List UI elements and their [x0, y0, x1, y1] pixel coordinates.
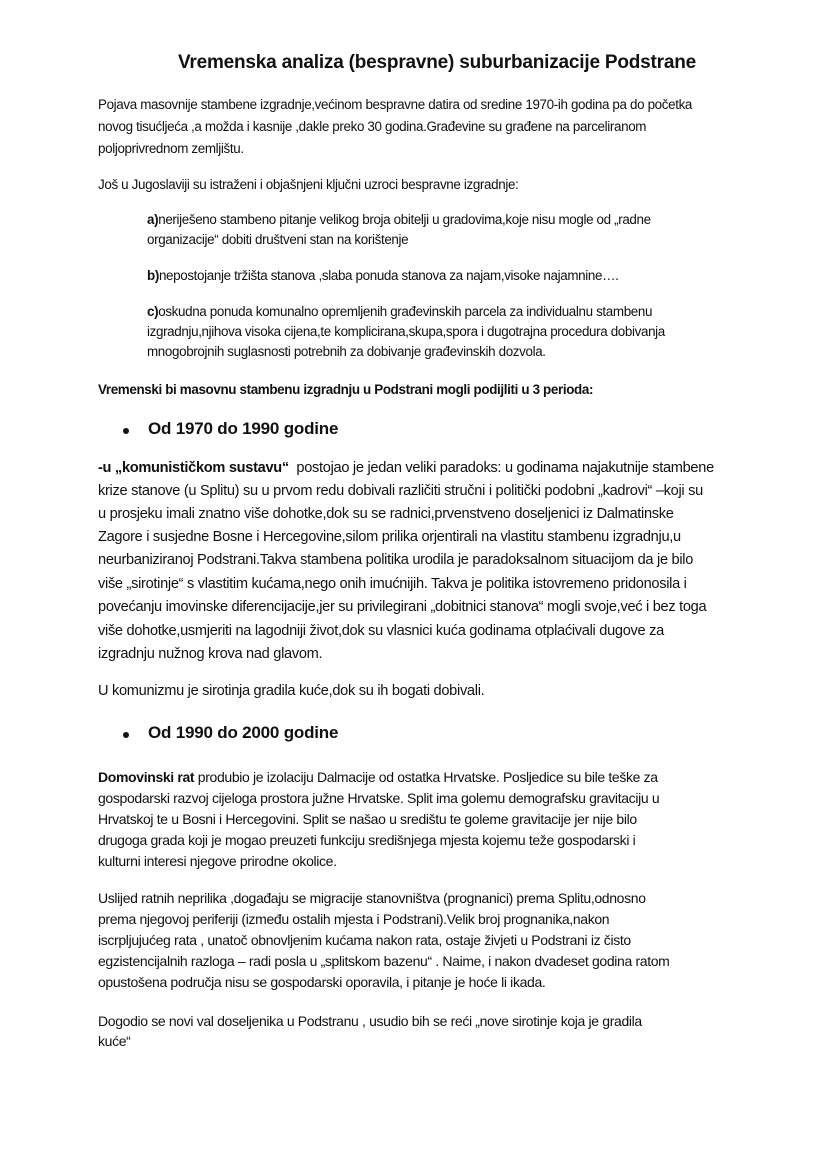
period1-line: neurbaniziranoj Podstrani.Takva stambena politika urodila je paradoksalnom situacijom da je bilo	[98, 552, 694, 568]
period2-para2-line: prema njegovoj periferiji (između ostalih mjesta i Podstrani).Velik broj prognanika,nakon	[98, 911, 610, 927]
cause-b	[147, 267, 618, 284]
causes-intro: Još u Jugoslaviji su istraženi i objašnjeni ključni uzroci bespravne izgradnje:	[98, 177, 519, 192]
bullet-icon	[123, 732, 129, 738]
period1-lead-bold: komunističkom sustavu“	[121, 460, 289, 476]
period2-para2-line: opustošena područja nisu se gospodarski oporavila, i pitanje je hoće li ikada.	[98, 974, 546, 990]
period1-line: u prosjeku imali znatno više dohotke,dok su se radnici,prvenstveno doseljenici iz Dalmatinske	[98, 506, 674, 522]
bullet-icon	[123, 428, 129, 434]
cause-c-line3: mnogobrojnih suglasnosti potrebnih za dobivanje građevinskih dozvola.	[147, 344, 546, 359]
period1-conclusion: U komunizmu je sirotinja gradila kuće,dok su ih bogati dobivali.	[98, 683, 485, 699]
period1-line: krize stanove (u Splitu) su u prvom redu dobivali različiti stručni i politički podobni „kadrovi“ –koji su	[98, 483, 703, 499]
period2-para2-line: egzistencijalnih razloga – radi posla u „splitskom bazenu“ . Naime, i nakon dvadeset godina ratom	[98, 953, 670, 969]
period1-lead-rest: postojao je jedan veliki paradoks: u godinama najakutnije stambene	[288, 460, 714, 476]
cause-marker: c)	[147, 304, 159, 319]
cause-text: oskudna ponuda komunalno opremljenih građevinskih parcela za individualnu stambenu	[158, 304, 653, 319]
period2-para2-line: iscrpljujućeg rata , unatoč obnovljenim kućama nakon rata, ostaje živjeti u Podstrani iz čisto	[98, 932, 631, 948]
period1-line: Zagore i susjedne Bosne i Hercegovine,silom prilika orjentirali na vlastitu stambenu izgradnju,u	[98, 529, 681, 545]
periods-intro: Vremenski bi masovnu stambenu izgradnju u Podstrani mogli podijliti u 3 perioda:	[98, 382, 594, 397]
intro-line: poljoprivrednom zemljištu.	[98, 141, 244, 156]
cause-c	[147, 303, 652, 320]
period1-lead-prefix: -u „	[98, 460, 122, 476]
cause-text: neriješeno stambeno pitanje velikog broja obitelji u gradovima,koje nisu mogle od „radne	[158, 212, 651, 227]
cause-a	[147, 211, 651, 228]
period2-para1-line: Hrvatskoj te u Bosni i Hercegovini. Split se našao u središtu te goleme gravitacije jer nije bilo	[98, 811, 637, 827]
period2-para1-line: kulturni interesi njegove prirodne okolice.	[98, 853, 337, 869]
period2-para1-line: gospodarski razvoj cijeloga prostora južne Hrvatske. Split ima golemu demografsku gravitaciju u	[98, 790, 660, 806]
document-title: Vremenska analiza (bespravne) suburbanizacije Podstrane	[177, 52, 697, 73]
cause-marker: a)	[147, 212, 159, 227]
period2-para1-line	[98, 769, 658, 786]
period1-line: povećanju imovinske diferencijacije,jer su privilegirani „dobitnici stanova“ mogli svoje,već i bez toga	[98, 599, 707, 615]
period2-heading: Od 1990 do 2000 godine	[148, 723, 339, 742]
period1-heading: Od 1970 do 1990 godine	[148, 419, 339, 438]
cause-a-line2: organizacije“ dobiti društveni stan na korištenje	[147, 232, 409, 247]
period1-line: izgradnju nužnog krova nad glavom.	[98, 646, 323, 662]
intro-line: Pojava masovnije stambene izgradnje,većinom bespravne datira od sredine 1970-ih godina pa do početka	[98, 97, 693, 112]
period1-line: više dohotke,usmjeriti na lagodniji život,dok su vlasnici kuća godinama otplaćivali dugove za	[98, 623, 664, 639]
period2-para1-bold: Domovinski rat	[98, 769, 195, 785]
period2-para3-line: kuće“	[98, 1033, 131, 1049]
intro-line: novog tisućljeća ,a možda i kasnije ,dakle preko 30 godina.Građevine su građene na parceliranom	[98, 119, 647, 134]
period2-para1-line: drugoga grada koji je mogao preuzeti funkciju središnjega mjesta kojemu teže gospodarski i	[98, 832, 636, 848]
cause-c-line2: izgradnju,njihova visoka cijena,te komplicirana,skupa,spora i dugotrajna procedura dobivanja	[147, 324, 665, 339]
period1-line: više „sirotinje“ s vlastitim kućama,nego onih imućnijih. Takva je politika istovremeno pridonosila i	[98, 576, 687, 592]
cause-text: nepostojanje tržišta stanova ,slaba ponuda stanova za najam,visoke najamnine….	[158, 268, 619, 283]
period2-para2-line: Uslijed ratnih neprilika ,događaju se migracije stanovništva (prognanici) prema Splitu,odnosno	[98, 890, 646, 906]
period2-para1-rest: produbio je izolaciju Dalmacije od ostatka Hrvatske. Posljedice su bile teške za	[194, 769, 658, 785]
cause-marker: b)	[147, 268, 159, 283]
period2-para3-line: Dogodio se novi val doseljenika u Podstranu , usudio bih se reći „nove sirotinje koja je gradila	[98, 1013, 642, 1029]
period1-line	[98, 460, 714, 477]
